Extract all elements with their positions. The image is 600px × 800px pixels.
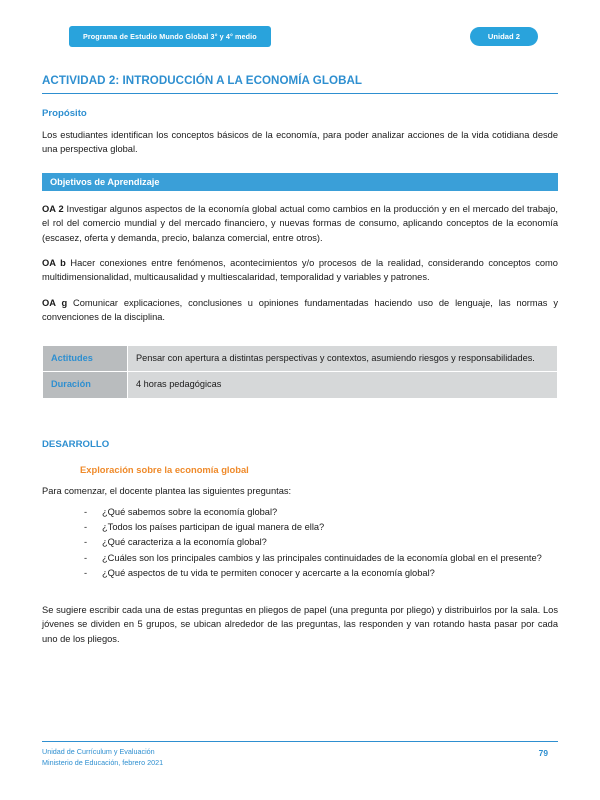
- objective-text: Comunicar explicaciones, conclusiones u opiniones fundamentadas haciendo uso de lenguaje, las normas y convenciones de la disciplina.: [42, 297, 558, 323]
- objective-text: Hacer conexiones entre fenómenos, acontecimientos y/o procesos de la realidad, considerando conceptos como multidimensionalidad, multicausalidad y multiescalaridad, temporalidad y variables y patrones.: [42, 258, 558, 283]
- list-item: - ¿Todos los países participan de igual manera de ella?: [80, 520, 558, 534]
- title-divider: [42, 93, 558, 94]
- info-table: [42, 345, 558, 400]
- footer-text: [42, 747, 163, 768]
- list-item: - ¿Qué sabemos sobre la economía global?: [80, 505, 558, 519]
- row-label: Duración: [43, 372, 128, 399]
- table-row: [43, 345, 558, 372]
- list-item: - ¿Qué aspectos de tu vida te permiten conocer y acercarte a la economía global?: [80, 566, 558, 580]
- footer-divider: [42, 741, 558, 742]
- development-intro: Para comenzar, el docente plantea las siguientes preguntas:: [42, 486, 292, 497]
- objective-code: OA 2: [42, 203, 64, 214]
- program-band: Programa de Estudio Mundo Global 3° y 4° medio: [69, 26, 271, 47]
- purpose-text: Los estudiantes identifican los conceptos básicos de la economía, para poder analizar acciones de la vida cotidiana desde una perspectiva global.: [42, 130, 558, 155]
- questions-list: [42, 505, 558, 581]
- unit-badge: Unidad 2: [470, 27, 538, 46]
- development-heading: DESARROLLO: [42, 439, 110, 451]
- row-value: 4 horas pedagógicas: [128, 372, 558, 399]
- footer-line-2: Ministerio de Educación, febrero 2021: [42, 757, 164, 767]
- list-item: - ¿Cuáles son los principales cambios y las principales continuidades de la economía global en el presente?: [80, 551, 558, 565]
- development-closing: Se sugiere escribir cada una de estas preguntas en pliegos de papel (una pregunta por pliego) y distribuirlos por la sala. Los jóvenes se dividen en 5 grupos, se ubican alrededor de las preguntas, las responden y van rotando hasta pasar por cada uno de los pliegos.: [42, 604, 558, 644]
- page-title: ACTIVIDAD 2: INTRODUCCIÓN A LA ECONOMÍA GLOBAL: [42, 74, 363, 87]
- page-number: 79: [538, 748, 548, 758]
- table-row: [43, 372, 558, 399]
- objective-item: [42, 296, 558, 325]
- footer-line-1: Unidad de Currículum y Evaluación: [42, 747, 155, 757]
- list-item: - ¿Qué caracteriza a la economía global?: [80, 535, 558, 549]
- row-label: Actitudes: [43, 345, 128, 372]
- objective-text: Investigar algunos aspectos de la economía global actual como cambios en la producción y en el mercado del trabajo, el rol del comercio mundial y del mercado financiero, y nuevas formas de consumo, aplicando conceptos de la economía (escasez, oferta y demanda, precio, balanza comercial, entre otros).: [42, 203, 559, 243]
- objective-code: OA b: [42, 258, 66, 269]
- objective-code: OA g: [42, 297, 68, 308]
- development-section-title: Exploración sobre la economía global: [80, 464, 249, 476]
- objective-item: [42, 256, 558, 285]
- purpose-heading: Propósito: [42, 108, 87, 119]
- page-header: [42, 0, 558, 56]
- row-value: Pensar con apertura a distintas perspectivas y contextos, asumiendo riesgos y responsabilidades.: [128, 345, 558, 372]
- objectives-heading: Objetivos de Aprendizaje: [42, 173, 558, 191]
- objective-item: [42, 202, 558, 245]
